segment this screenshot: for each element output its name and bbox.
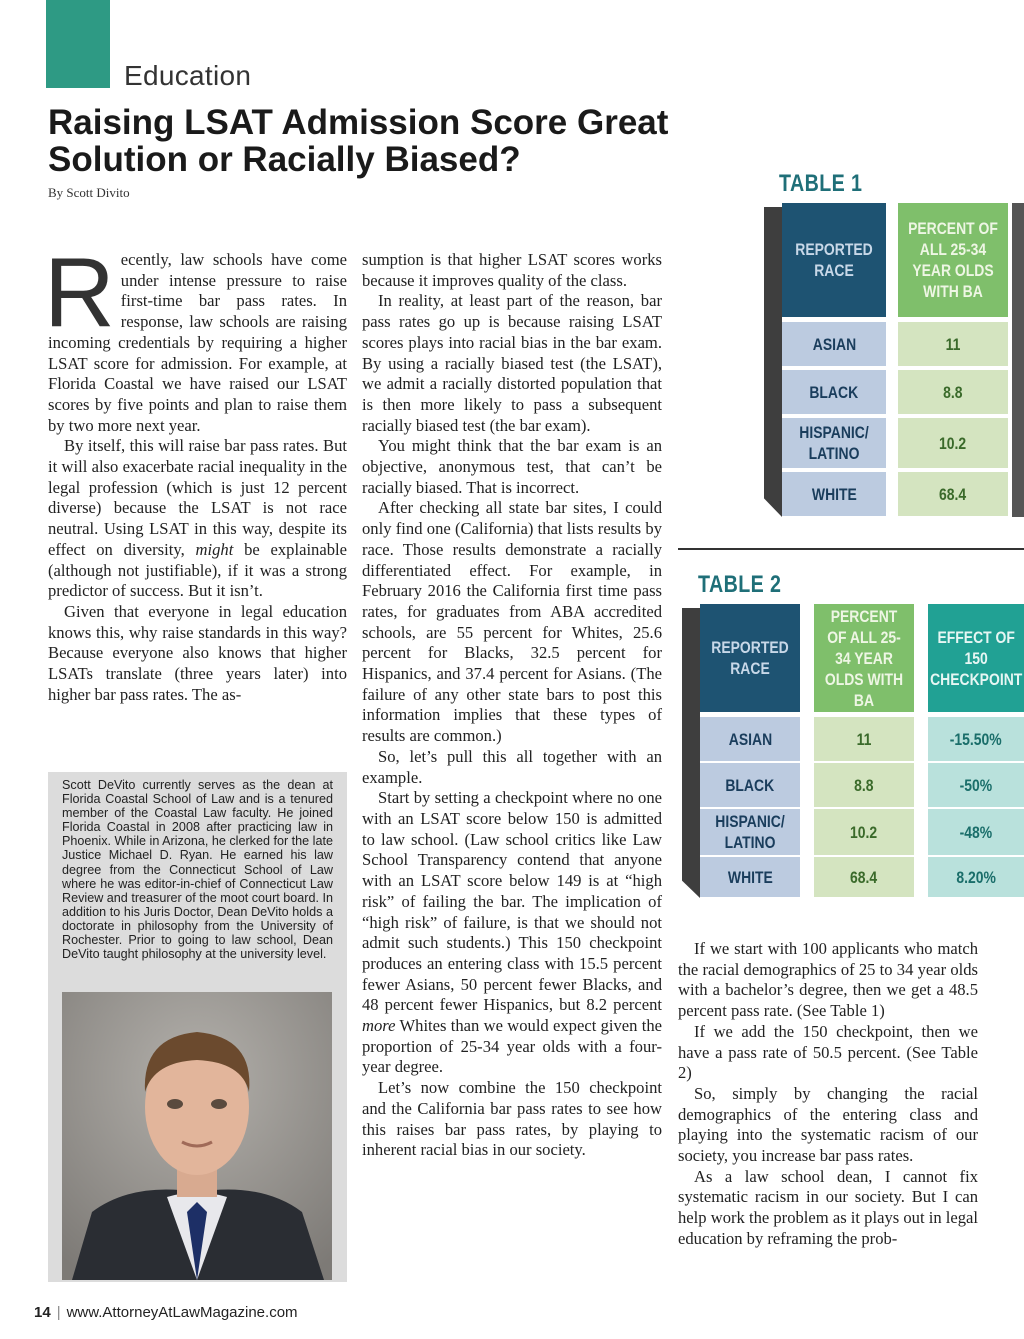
table-2-cell-percent: 11 — [814, 717, 914, 761]
article-column-3 — [678, 939, 978, 1250]
table-1-cell-race: WHITE — [782, 472, 886, 516]
table-2-cell-race: HISPANIC/ LATINO — [700, 809, 800, 855]
table-2-cell-effect: 8.20% — [928, 857, 1024, 897]
page-number: 14 — [34, 1304, 51, 1321]
table-2-cell-percent: 68.4 — [814, 857, 914, 897]
paragraph: You might think that the bar exam is an objective, anonymous test, that can’t be racially biased. That is incorrect. — [362, 436, 662, 497]
article-column-2 — [362, 250, 662, 1161]
paragraph: Recently, law schools have come under intense pressure to raise first-time bar pass rates. In response, law schools are raising incoming credentials by requiring a higher LSAT score for admission. For example, at Florida Coastal we have raised our LSAT scores by five points and plan to raise them by two more next year. — [44, 237, 347, 435]
table-1-cell-race: HISPANIC/ LATINO — [782, 418, 886, 468]
table-2-cell-effect: -15.50% — [928, 717, 1024, 761]
table-2-cell-percent: 10.2 — [814, 809, 914, 855]
paragraph: If we add the 150 checkpoint, then we have a pass rate of 50.5 percent. (See Table 2) — [678, 1021, 978, 1083]
byline: By Scott Divito — [48, 185, 130, 200]
author-photo — [62, 992, 332, 1280]
paragraph: Given that everyone in legal education knows this, why raise standards in this way? Because everyone also knows that higher LSATs translate (three years later) into higher bar pass rates. The as- — [48, 601, 347, 704]
article-headline: Raising LSAT Admission Score Great Solution or Racially Biased? — [48, 103, 669, 179]
paragraph: Let’s now combine the 150 checkpoint and the California bar pass rates to see how this raises bar pass rates, by playing to inherent racial bias in our society. — [362, 1078, 662, 1160]
table-2-cell-race: WHITE — [700, 857, 800, 897]
table-1-cell-percent: 68.4 — [898, 472, 1008, 516]
paragraph: So, simply by changing the racial demographics of the entering class and playing into the systematic racism of our society, you increase bar pass rates. — [678, 1083, 978, 1166]
paragraph: In reality, at least part of the reason, bar pass rates go up is because raising LSAT scores plays into racial bias in the bar exam. By using a racially biased test (the LSAT), we admit a racially distorted population that is then more likely to pass a subsequent racially biased test (the bar exam). — [362, 291, 662, 435]
section-color-block — [46, 0, 110, 88]
table-2-header-race: REPORTED RACE — [700, 604, 800, 712]
table-1-title: TABLE 1 — [779, 170, 863, 197]
paragraph: As a law school dean, I cannot fix systematic racism in our society. But I can help work the problem as it plays out in legal education by reframing the prob- — [678, 1166, 979, 1248]
table-1-cell-race: ASIAN — [782, 322, 886, 366]
table-2-header-percent: PERCENT OF ALL 25-34 YEAR OLDS WITH BA — [814, 604, 914, 712]
paragraph: Start by setting a checkpoint where no one with an LSAT score below 150 is admitted to law school. (Law school critics like Law School Transparency contend that anyone with an LSAT score below 149 is at “high risk” of failing the bar. The implication of “high risk” of failure, is that we should not admit such students.) This 150 checkpoint produces an entering class with 15.5 percent fewer Asians, 50 percent fewer Blacks, and 48 percent fewer Hispanics, but 8.2 percent more Whites than we would expect given the proportion of 25-34 year olds with a four-year degree. — [362, 788, 662, 1077]
table-2-cell-effect: -50% — [928, 763, 1024, 807]
table-1-header-percent: PERCENT OF ALL 25-34 YEAR OLDS WITH BA — [898, 203, 1008, 317]
footer-website-link[interactable]: www.AttorneyAtLawMagazine.com — [66, 1304, 298, 1321]
author-bio-box — [48, 772, 347, 1282]
paragraph: sumption is that higher LSAT scores works because it improves quality of the class. — [362, 250, 662, 290]
divider — [678, 548, 1024, 550]
drop-cap: R — [44, 237, 115, 347]
paragraph: If we start with 100 applicants who match the racial demographics of 25 to 34 year olds with a bachelor’s degree, then we get a 48.5 percent pass rate. (See Table 1) — [678, 939, 978, 1021]
table-1-cell-percent: 8.8 — [898, 370, 1008, 414]
table-1-header-race: REPORTED RACE — [782, 203, 886, 317]
paragraph: After checking all state bar sites, I could only find one (California) that lists results by race. Those results demonstrate a racially differentiated effect. For example, in February 2016 the California first time pass rates, for graduates from ABA accredited schools, are 55 percent for Whites, 25.6 percent for Blacks, 32.5 percent for Hispanics, and 37.4 percent for Asians. (The failure of any other state bars to post this information implies that these types of results are common.) — [362, 498, 662, 746]
table-1-cell-percent: 11 — [898, 322, 1008, 366]
author-bio-text: Scott DeVito currently serves as the dean at Florida Coastal School of Law and is a tenured member of the Coastal Law faculty. He joined Florida Coastal in 2008 after practicing law in Phoenix. While in Arizona, he clerked for the late Justice Michael D. Ryan. He earned his law degree from the Connecticut School of Law where he was editor-in-chief of Connecticut Law Review and treasurer of the moot court board. In addition to his Juris Doctor, Dean DeVito holds a doctorate in philosophy from the University of Rochester. Prior to going to law school, Dean DeVito taught philosophy at the university level. — [62, 778, 333, 962]
paragraph: So, let’s pull this all together with an example. — [362, 746, 662, 787]
table-1-cell-percent: 10.2 — [898, 418, 1008, 468]
table-2-cell-percent: 8.8 — [814, 763, 914, 807]
table-2-cell-race: ASIAN — [700, 717, 800, 761]
table-2-title: TABLE 2 — [698, 571, 782, 598]
section-label: Education — [124, 60, 252, 91]
article-column-1 — [44, 237, 347, 705]
page-footer: 14 | www.AttorneyAtLawMagazine.com — [34, 1304, 298, 1321]
table-2-cell-race: BLACK — [700, 763, 800, 807]
table-2-cell-effect: -48% — [928, 809, 1024, 855]
paragraph: By itself, this will raise bar pass rates. But it will also exacerbate racial inequality in the legal profession (which is just 12 percent diverse) because the LSAT is not race neutral. Using LSAT in this way, despite its effect on diversity, might be explainable (although not justifiable), if it was a strong predictor of success. But it isn’t. — [48, 436, 347, 601]
table-2-header-effect: EFFECT OF 150 CHECKPOINT — [928, 604, 1024, 712]
table-1-cell-race: BLACK — [782, 370, 886, 414]
